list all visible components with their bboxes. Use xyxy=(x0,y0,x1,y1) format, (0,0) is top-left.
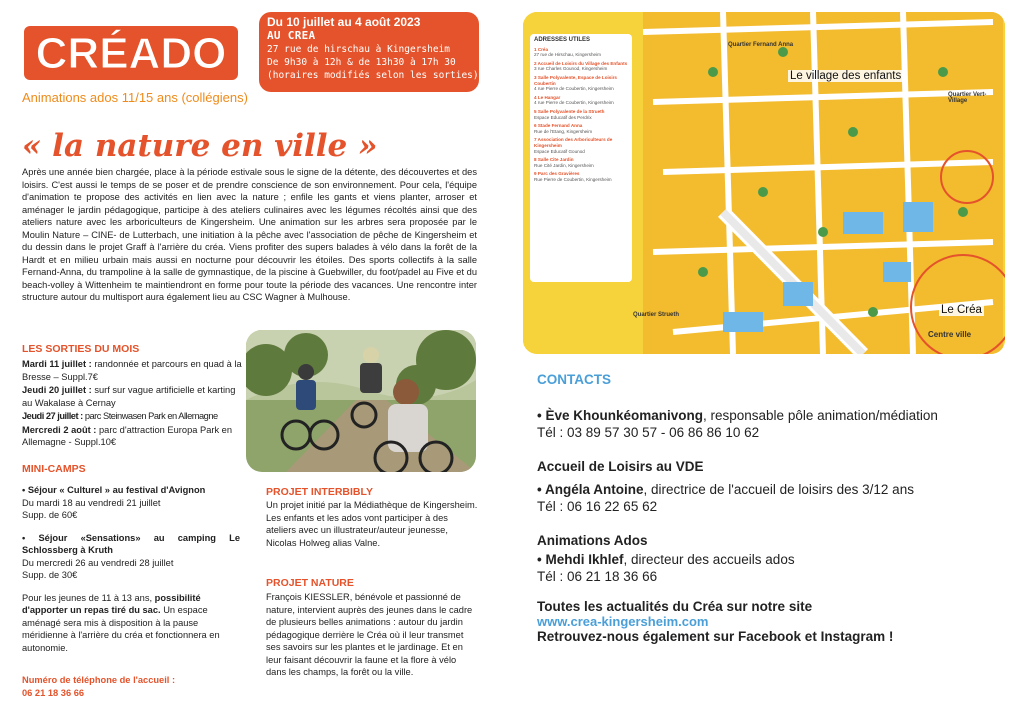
interbibly-title: PROJET INTERBIBLY xyxy=(266,486,373,498)
date-line: Du 10 juillet au 4 août 2023 xyxy=(267,15,421,29)
hours: De 9h30 à 12h & de 13h30 à 17h 30 xyxy=(267,57,456,68)
repas-note: Pour les jeunes de 11 à 13 ans, possibilité d'apporter un repas tiré du sac. Un espace aménagé sera mis à disposition à la pause méridienne à l'arrière du créa et fonctionnera en autonomie. xyxy=(22,592,220,653)
map-legend: ADRESSES UTILES 1 Créa 27 rue de Hirschau, Kingersheim 2 Accueil de Loisirs du Village des Enfants 3 rue Charles Gounod, Kingersheim 3 Salle Polyvalente, Espace de Loisirs Coubertin 4 rue Pierre de Coubertin, Kingersheim 4 Le Hangar 4 rue Pierre de Coubertin, Kingersheim 5 Salle Polyvalente de la Strueth Espace Educatif des Perdrix 6 Stade Fernand Anna Rue de l'Etang, Kingersheim 7 Association des Arboriculteurs de Kingersheim Espace Educatif Gounod 8 Salle Cite Jardin Rue Cité Jardin, Kingersheim 9 Parc des Gravières Rue Pierre de Coubertin, Kingersheim xyxy=(530,34,632,282)
contact-heading: Accueil de Loisirs au VDE xyxy=(537,459,704,474)
projet-nature-text: François KIESSLER, bénévole et passionné de nature, intervient auprès des jeunes dans le cadre de plusieurs belles animations : autour du jardin pédagogique derrière le Créa où il leur transmet ses savoirs sur les plantes et le jardinage. Et en leur faisant découvrir la faune et la flore à vélo dans les champs, la forêt ou la ville. xyxy=(266,592,473,677)
sortie-item: Jeudi 27 juillet : parc Steinwasen Park en Allemagne xyxy=(22,411,218,421)
contact-person: • Mehdi Ikhlef, directeur des accueils ados xyxy=(537,552,795,567)
hours-note: (horaires modifiés selon les sorties) xyxy=(267,70,479,81)
cyclists-photo xyxy=(246,330,476,472)
contact-tel: Tél : 03 89 57 30 57 - 06 86 86 10 62 xyxy=(537,425,760,440)
map-quartier: Quartier Vert-Village xyxy=(948,92,987,104)
minicamps-list xyxy=(22,484,240,654)
sejour-price: Supp. de 30€ xyxy=(22,570,78,580)
contact-tel: Tél : 06 21 18 36 66 xyxy=(537,569,658,584)
contact-heading: Animations Ados xyxy=(537,533,648,548)
sortie-item: Mercredi 2 août : parc d'attraction Europa Park en Allemagne - Suppl.10€ xyxy=(22,424,233,447)
sejour-price: Supp. de 60€ xyxy=(22,510,78,520)
projet-nature-title: PROJET NATURE xyxy=(266,577,354,589)
contact-tel: Tél : 06 16 22 65 62 xyxy=(537,499,658,514)
contacts-title: CONTACTS xyxy=(537,372,611,387)
sorties-title: LES SORTIES DU MOIS xyxy=(22,343,140,355)
social-text: Retrouvez-nous également sur Facebook et Instagram ! xyxy=(537,629,894,644)
sejour-dates: Du mardi 18 au vendredi 21 juillet xyxy=(22,497,161,508)
sejour-dates: Du mercredi 26 au vendredi 28 juillet xyxy=(22,557,174,568)
address: 27 rue de hirschau à Kingersheim xyxy=(267,44,451,55)
map-quartier: Quartier Strueth xyxy=(633,312,680,318)
map-label-village: Le village des enfants xyxy=(790,70,902,82)
page-title: « la nature en ville » xyxy=(22,128,378,164)
contact-person: • Angéla Antoine, directrice de l'accueil de loisirs des 3/12 ans xyxy=(537,482,914,497)
sortie-item: Mardi 11 juillet : randonnée et parcours en quad à la Bresse – Suppl.7€ xyxy=(22,359,242,382)
creado-logo xyxy=(22,20,242,84)
sorties-list xyxy=(22,358,244,450)
map-centre: Centre ville xyxy=(928,330,972,339)
intro-text: Après une année bien chargée, place à la période estivale sous le signe de la détente, des découvertes et des loisirs. C'est aussi le temps de se poser et de prendre conscience de son environnement. Pour cela, l'équipe d'animation te propose des activités en lien avec la nature ; enfile les gants et viens planter, arroser et aménager le jardin pédagogique, participe à des ateliers culinaires avec les légumes récoltés ainsi que des ateliers nature avec les arboriculteurs de Kingersheim. Une animation sur les arbres sera proposée par le Moulin Nature – CINE- de Lutterbach, une initiation à la pêche avec l'association de pêche de Kingersheim et du dessin dans le projet Graff à l'arrière du créa. Viens profiter des supers balades à vélo dans la forêt de la Hardt et en milieu urbain mais aussi en nocturne pour découvrir les étoiles. Des sports collectifs à la salle Fernand-Anna, du trampoline à la salle de gymnastique, de la piscine à Guebwiller, du foot/padel au Five et du beach-volley à Wittenheim te maintiendront en forme pour toute la période des vacances. Une rencontre inter structure autour du multisport aura également lieu au CSC Wagner à Mulhouse. xyxy=(22,167,477,302)
date-box xyxy=(259,12,479,92)
sortie-item: Jeudi 20 juillet : surf sur vague artificielle et karting au Wakalase à Cernay xyxy=(22,385,236,408)
logo-text: CRÉADO xyxy=(35,29,227,78)
sejour-title: • Séjour «Sensations» au camping Le Schlossberg à Kruth xyxy=(22,532,240,555)
site-link[interactable]: www.crea-kingersheim.com xyxy=(537,614,709,629)
contact-person: • Ève Khounkéomanivong, responsable pôle animation/médiation xyxy=(537,408,938,423)
subtitle: Animations ados 11/15 ans (collégiens) xyxy=(22,90,248,105)
venue: AU CREA xyxy=(267,29,316,42)
tel-accueil: Numéro de téléphone de l'accueil : 06 21 18 36 66 xyxy=(22,675,176,698)
city-map xyxy=(523,12,1005,354)
map-quartier: Quartier Fernand Anna xyxy=(728,42,794,48)
minicamps-title: MINI-CAMPS xyxy=(22,463,86,475)
site-label: Toutes les actualités du Créa sur notre site xyxy=(537,599,813,614)
contacts-section xyxy=(537,372,1007,644)
interbibly-text: Un projet initié par la Médiathèque de Kingersheim. Les enfants et les ados vont participer à des ateliers avec un illustrateur/auteur jeunesse, Nicolas Holweg alias Valne. xyxy=(266,500,478,548)
map-label-crea: Le Créa xyxy=(941,304,982,316)
sejour-title: • Séjour « Culturel » au festival d'Avignon xyxy=(22,485,206,495)
